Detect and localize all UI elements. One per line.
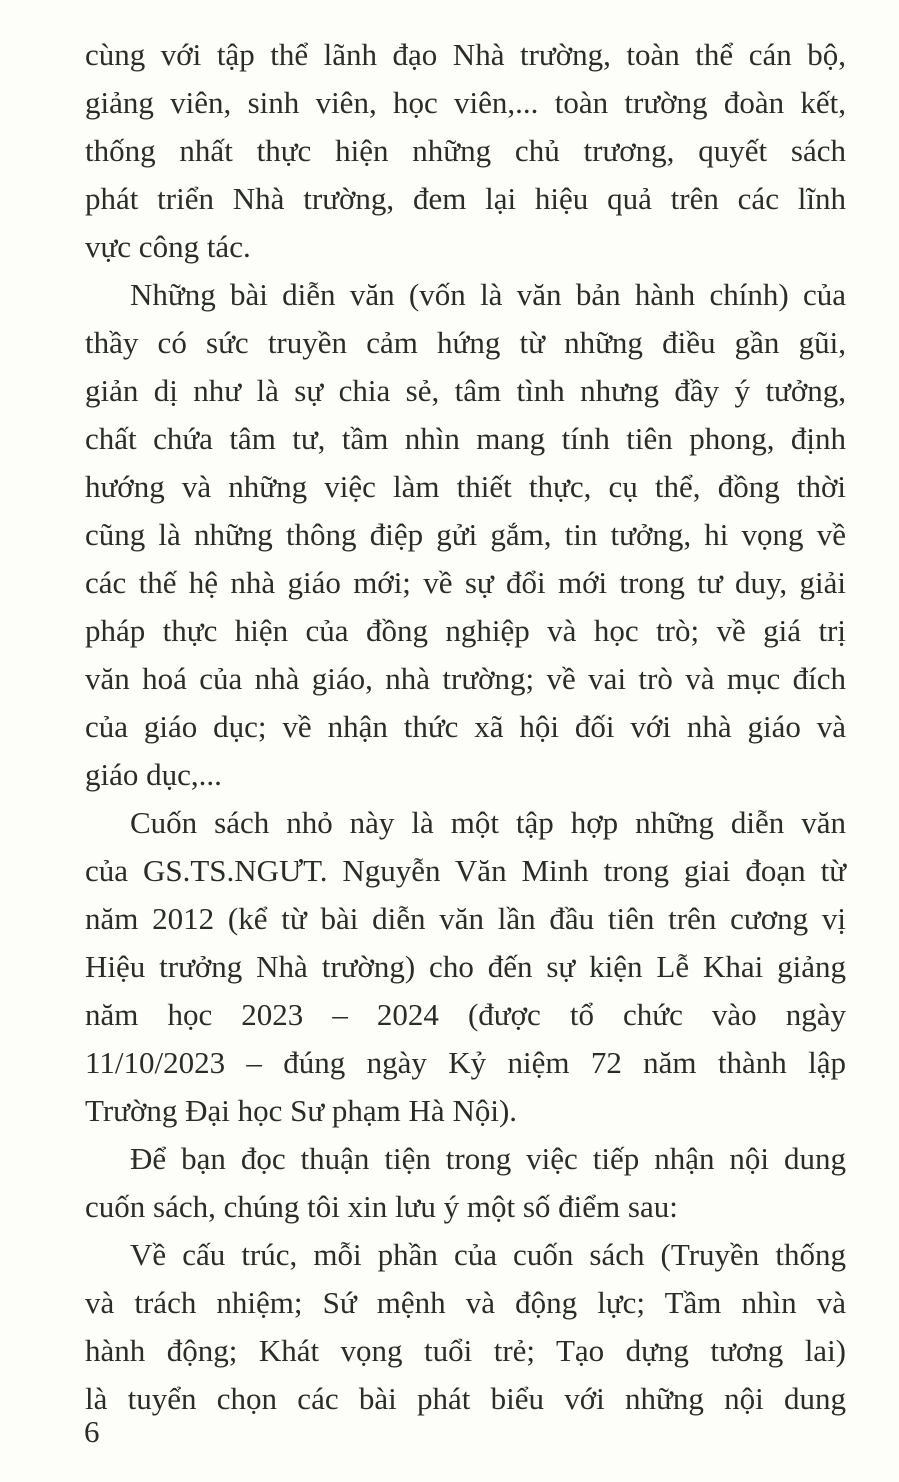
text-line: Để bạn đọc thuận tiện trong việc tiếp nhận nội dung <box>130 1141 846 1176</box>
text-line: cuốn sách, chúng tôi xin lưu ý một số điểm sau: <box>85 1189 678 1224</box>
text-line: Hiệu trưởng Nhà trường) cho đến sự kiện Lễ Khai giảng <box>85 949 846 984</box>
text-line: Trường Đại học Sư phạm Hà Nội). <box>85 1093 518 1128</box>
text-line: năm 2012 (kể từ bài diễn văn lần đầu tiên trên cương vị <box>85 901 846 936</box>
text-line: thống nhất thực hiện những chủ trương, quyết sách <box>85 133 846 168</box>
text-line: các thế hệ nhà giáo mới; về sự đổi mới trong tư duy, giải <box>85 565 846 600</box>
text-line: Cuốn sách nhỏ này là một tập hợp những diễn văn <box>130 805 846 840</box>
text-line: vực công tác. <box>85 229 251 264</box>
text-line: văn hoá của nhà giáo, nhà trường; về vai trò và mục đích <box>85 661 846 696</box>
text-line: 11/10/2023 – đúng ngày Kỷ niệm 72 năm thành lập <box>85 1045 846 1080</box>
text-line: Những bài diễn văn (vốn là văn bản hành chính) của <box>130 277 846 312</box>
text-line: chất chứa tâm tư, tầm nhìn mang tính tiên phong, định <box>85 421 846 456</box>
text-line: cũng là những thông điệp gửi gắm, tin tưởng, hi vọng về <box>85 517 846 552</box>
text-line: là tuyển chọn các bài phát biểu với những nội dung <box>85 1381 846 1416</box>
text-line: thầy có sức truyền cảm hứng từ những điều gần gũi, <box>85 325 846 360</box>
text-line: và trách nhiệm; Sứ mệnh và động lực; Tầm nhìn và <box>85 1285 846 1320</box>
text-line: giảng viên, sinh viên, học viên,... toàn trường đoàn kết, <box>85 85 846 120</box>
text-line: hành động; Khát vọng tuổi trẻ; Tạo dựng tương lai) <box>85 1333 846 1368</box>
text-line: của GS.TS.NGƯT. Nguyễn Văn Minh trong giai đoạn từ <box>85 853 846 888</box>
page-number: 6 <box>84 1414 100 1449</box>
text-line: của giáo dục; về nhận thức xã hội đối với nhà giáo và <box>85 709 846 744</box>
text-line: cùng với tập thể lãnh đạo Nhà trường, toàn thể cán bộ, <box>85 37 846 72</box>
text-line: phát triển Nhà trường, đem lại hiệu quả trên các lĩnh <box>85 181 846 216</box>
text-line: Về cấu trúc, mỗi phần của cuốn sách (Truyền thống <box>130 1237 846 1272</box>
text-line: năm học 2023 – 2024 (được tổ chức vào ngày <box>85 997 846 1032</box>
text-line: giản dị như là sự chia sẻ, tâm tình nhưng đầy ý tưởng, <box>85 373 846 408</box>
text-line: giáo dục,... <box>85 757 222 792</box>
text-line: hướng và những việc làm thiết thực, cụ thể, đồng thời <box>85 469 846 504</box>
body-text <box>85 31 846 1423</box>
text-line: pháp thực hiện của đồng nghiệp và học trò; về giá trị <box>85 613 846 648</box>
